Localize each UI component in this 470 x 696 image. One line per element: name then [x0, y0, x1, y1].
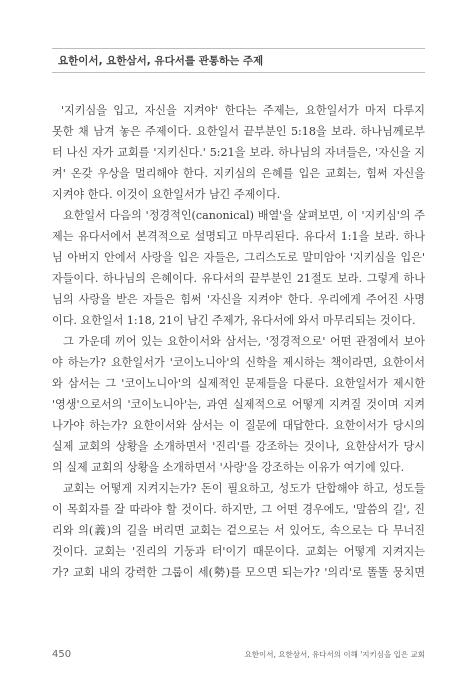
body-line: 요한일서 다음의 '정경적인(canonical) 배열'을 살펴보면, 이 '지키심'의 주 [63, 209, 425, 222]
body-line: 님 아버지 안에서 사랑을 입은 자들은, 그리스도로 말미암아 '지키심을 입은' [52, 251, 425, 264]
body-line: 이 목회자를 잘 따라야 할 것이다. 하지만, 그 어떤 경우에도, '말씀의 길', 진 [52, 503, 425, 516]
section-title: 요한이서, 요한삼서, 유다서를 관통하는 주제 [58, 55, 264, 67]
body-line: 와 삼서는 그 '코이노니아'의 실제적인 문제들을 다룬다. 요한일서가 제시한 [52, 377, 425, 390]
page-footer [52, 649, 425, 663]
body-line: 교회는 어떻게 지켜지는가? 돈이 필요하고, 성도가 단합해야 하고, 성도들 [63, 482, 425, 495]
body-line: 나가야 하는가? 요한이서와 삼서는 이 질문에 대답한다. 요한이서가 당시의 [52, 419, 425, 432]
body-line: 가? 교회 내의 강력한 그룹이 세(勢)를 모으면 되는가? '의리'로 똘똘 뭉치면 [52, 566, 425, 579]
page-header [52, 48, 425, 73]
body-line: 못한 채 남겨 놓은 주제이다. 요한일서 끝부분인 5:18을 보라. 하나님께로부 [52, 125, 425, 138]
body-line: 야 하는가? 요한일서가 '코이노니아'의 신학을 제시하는 책이라면, 요한이서 [52, 356, 425, 369]
body-line: 의 실제 교회의 상황을 소개하면서 '사랑'을 강조하는 이유가 여기에 있다. [52, 461, 405, 474]
body-line: 제는 유다서에서 본격적으로 설명되고 마무리된다. 유다서 1:1을 보라. 하나 [52, 230, 425, 243]
body-line: 지켜야 한다. 이것이 요한일서가 남긴 주제이다. [52, 188, 281, 201]
body-line: 그 가운데 끼어 있는 요한이서와 삼서는, '정경적으로' 어떤 관점에서 보아 [63, 335, 425, 348]
body-line: 켜' 온갖 우상을 멀리해야 한다. 지키심의 은혜를 입은 교회는, 힘써 자신을 [52, 167, 425, 180]
body-line: '지키심을 입고, 자신을 지켜야' 한다는 주제는, 요한일서가 마저 다루지 [61, 104, 425, 117]
body-line: 님의 사랑을 받은 자들은 힘써 '자신을 지켜야' 한다. 우리에게 주어진 사명 [52, 293, 425, 306]
body-line: 리와 의(義)의 길을 버리면 교회는 겉으로는 서 있어도, 속으로는 다 무너진 [52, 524, 425, 537]
body-line: 자들이다. 하나님의 은혜이다. 유다서의 끝부분인 21절도 보라. 그렇게 하나 [52, 272, 425, 285]
body-line: 것이다. 교회는 '진리의 기둥과 터'이기 때문이다. 교회는 어떻게 지켜지는 [52, 545, 425, 558]
page-number: 450 [52, 649, 72, 660]
running-title: 요한이서, 요한삼서, 유다서의 이해 '지키심을 입은 교회 [244, 650, 425, 659]
body-line: 이다. 요한일서 1:18, 21이 남긴 주제가, 유다서에 와서 마무리되는 것이다. [52, 314, 416, 327]
body-text [52, 100, 425, 583]
body-line: 실제 교회의 상황을 소개하면서 '진리'를 강조하는 것이나, 요한삼서가 당시 [52, 440, 425, 453]
body-line: 터 나신 자가 교회를 '지키신다.' 5:21을 보라. 하나님의 자녀들은, '자신을 지 [52, 146, 425, 159]
body-line: '영생'으로서의 '코이노니아'는, 과연 실제적으로 어떻게 지켜질 것이며 지켜 [52, 398, 425, 411]
